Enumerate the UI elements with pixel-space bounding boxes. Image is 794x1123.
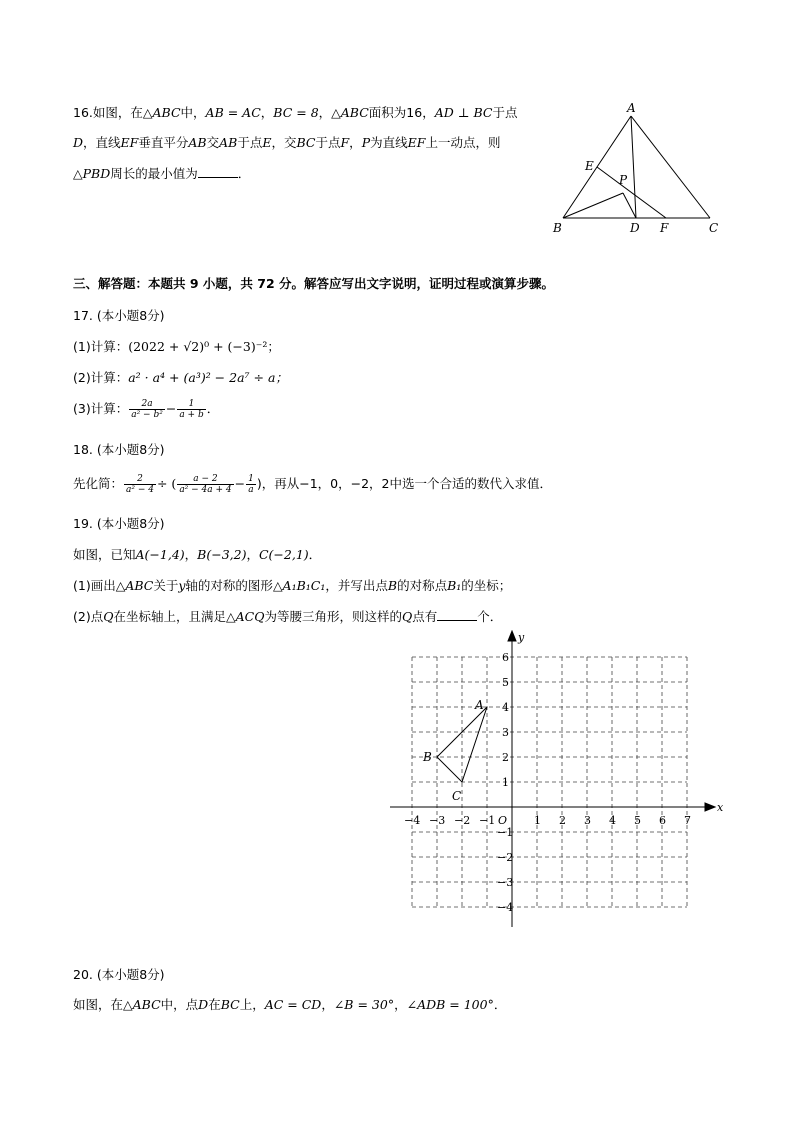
q16-triangle-figure bbox=[545, 100, 735, 240]
section-3-heading: 三、解答题：本题共 9 小题，共 72 分。解答应写出文字说明，证明过程或演算步骤。 bbox=[73, 276, 555, 291]
segment-ac bbox=[631, 116, 710, 218]
point-label-a: A bbox=[475, 698, 484, 712]
q17-part3: (3)计算： $\frac{2a}{\text{a² − b²}}$ − $\frac{1}{a + b}$ ． bbox=[73, 399, 220, 420]
x-axis-label: x bbox=[717, 801, 724, 814]
y-axis-arrow bbox=[508, 631, 516, 641]
q19-title: 19. (本小题8分) bbox=[73, 516, 165, 531]
q17-title: 17. (本小题8分) bbox=[73, 308, 165, 323]
q19-part2: (2)点Q在坐标轴上，且满足△ACQ为等腰三角形，则这样的Q点有 个． bbox=[73, 609, 503, 624]
answer-blank[interactable] bbox=[198, 165, 238, 178]
q17-part2: (2)计算：a² · a⁴ + (a³)² − 2a⁷ ÷ a； bbox=[73, 370, 288, 385]
segment-bp bbox=[563, 193, 623, 218]
answer-blank[interactable] bbox=[437, 608, 477, 621]
fraction: $\frac{2}{\text{a² − 4}}$ bbox=[126, 474, 154, 495]
coordinate-grid bbox=[390, 630, 730, 930]
y-tick-label: 4 bbox=[502, 701, 509, 714]
x-tick-label: 1 bbox=[534, 814, 541, 827]
label-c: C bbox=[709, 221, 719, 235]
y-tick-label: −3 bbox=[497, 876, 514, 889]
q17-part1: (1)计算：(2022 + √2)⁰ + (−3)⁻²； bbox=[73, 339, 280, 354]
label-d: D bbox=[630, 221, 640, 235]
fraction: $\frac{1}{a}$ bbox=[248, 474, 254, 495]
x-tick-label: −4 bbox=[404, 814, 421, 827]
x-tick-label: 5 bbox=[634, 814, 641, 827]
q19-part1: (1)画出△ABC关于y轴的对称的图形△A₁B₁C₁，并写出点B的对称点B₁的坐标； bbox=[73, 578, 512, 593]
point-label-b: B bbox=[423, 750, 432, 764]
q20-title: 20. (本小题8分) bbox=[73, 967, 165, 982]
x-tick-label: −1 bbox=[479, 814, 496, 827]
origin-label: O bbox=[498, 814, 508, 827]
q16-line3: △PBD周长的最小值为 ． bbox=[73, 166, 251, 181]
x-axis-arrow bbox=[705, 803, 715, 811]
y-tick-label: 3 bbox=[502, 726, 509, 739]
y-tick-label: 1 bbox=[502, 776, 509, 789]
fraction: $\frac{1}{a + b}$ bbox=[179, 399, 204, 420]
segment-ad bbox=[631, 116, 636, 218]
x-tick-label: 4 bbox=[609, 814, 616, 827]
fraction: $\frac{a - 2}{\text{a² − 4a + 4}}$ bbox=[179, 474, 232, 495]
segment-pd bbox=[623, 193, 636, 218]
y-tick-label: −4 bbox=[497, 901, 514, 914]
x-tick-label: −3 bbox=[429, 814, 446, 827]
x-tick-label: 3 bbox=[584, 814, 591, 827]
q16-line2: D，直线EF垂直平分AB交AB于点E，交BC于点F，P为直线EF上一动点，则 bbox=[73, 135, 501, 150]
q20-text: 如图，在△ABC中，点D在BC上，AC = CD，∠B = 30°，∠ADB = 100°． bbox=[73, 997, 507, 1012]
x-tick-label: −2 bbox=[454, 814, 471, 827]
q16-number: 16. bbox=[73, 105, 93, 120]
label-a: A bbox=[627, 101, 636, 115]
y-tick-label: 6 bbox=[502, 651, 509, 664]
label-f: F bbox=[660, 221, 669, 235]
point-label-c: C bbox=[452, 789, 462, 803]
fraction: $\frac{2a}{\text{a² − b²}}$ bbox=[131, 399, 163, 420]
x-tick-label: 6 bbox=[659, 814, 666, 827]
q18-title: 18. (本小题8分) bbox=[73, 442, 165, 457]
q18-expression: 先化简： $\frac{2}{\text{a² − 4}}$ ÷ ( $\frac{a - 2}{\text{a² − 4a + 4}}$ − $\frac{1}{a}$ )，再从−1，0，−2，2中选一个合适的数代入求值． bbox=[73, 474, 552, 495]
q19-given: 如图，已知A(−1,4)，B(−3,2)，C(−2,1)． bbox=[73, 547, 322, 562]
y-axis-label: y bbox=[518, 631, 525, 644]
y-tick-label: −1 bbox=[497, 826, 514, 839]
y-tick-label: −2 bbox=[497, 851, 514, 864]
y-tick-label: 5 bbox=[502, 676, 509, 689]
x-tick-label: 7 bbox=[684, 814, 691, 827]
label-e: E bbox=[585, 159, 594, 173]
x-tick-label: 2 bbox=[559, 814, 566, 827]
label-b: B bbox=[553, 221, 562, 235]
q16-line1: 16.如图，在△ABC中，AB = AC，BC = 8，△ABC面积为16，AD ⊥ BC于点 bbox=[73, 105, 518, 120]
label-p: P bbox=[619, 173, 628, 187]
y-tick-label: 2 bbox=[502, 751, 509, 764]
